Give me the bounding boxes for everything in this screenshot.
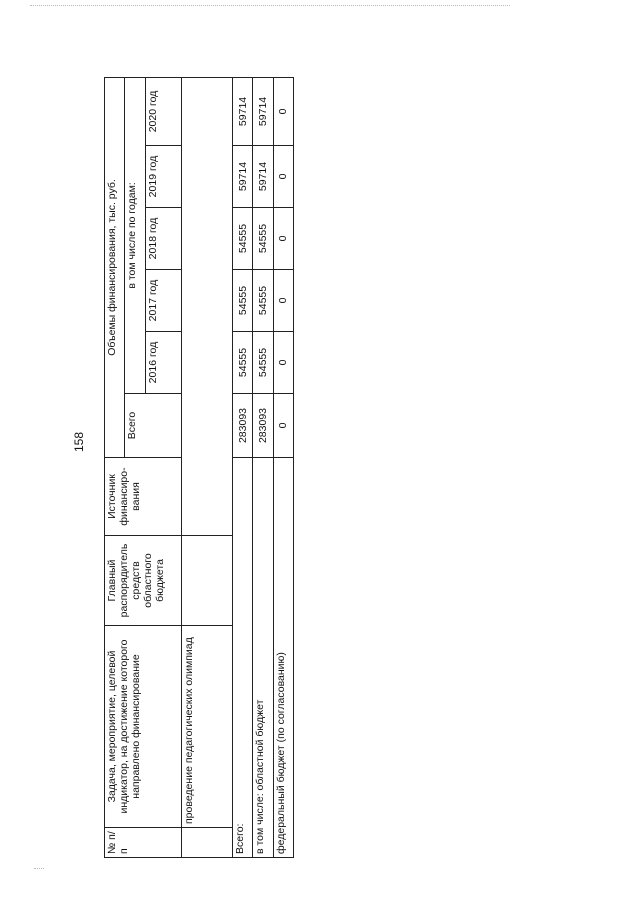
row-value: 0 [273,208,293,270]
row-total: 283093 [233,394,253,458]
header-year: 2016 год [145,332,182,394]
row-value: 0 [273,77,293,145]
table-row [233,77,253,857]
row-value: 0 [273,332,293,394]
row-value: 0 [273,146,293,208]
row-value: 0 [273,270,293,332]
row-value: 59714 [253,146,273,208]
activity-row [182,77,233,857]
row-label: федеральный бюджет (по согласованию) [273,458,293,858]
row-value: 54555 [233,270,253,332]
row-value: 59714 [233,146,253,208]
table-row [253,77,273,857]
header-by-years: в том числе по годам: [125,77,145,393]
activity-empty [182,77,233,535]
scan-artifact [34,868,44,875]
header-task: Задача, мероприятие, целевой индикатор, на достижение которого направлено финансирование [105,626,182,828]
financing-table [104,77,294,858]
row-value: 54555 [253,270,273,332]
row-value: 54555 [233,332,253,394]
row-label: в том числе: областной бюджет [253,458,273,858]
header-num: № п/п [105,828,182,858]
header-source: Источник финансиро-вания [105,458,182,536]
row-value: 54555 [253,332,273,394]
row-value: 54555 [233,208,253,270]
header-year: 2018 год [145,208,182,270]
row-total: 0 [273,394,293,458]
row-value: 59714 [253,77,273,145]
scan-artifact [30,5,510,10]
rotated-financing-table [104,78,294,858]
header-year: 2019 год [145,146,182,208]
header-volumes: Объемы финансирования, тыс. руб. [105,77,125,457]
activity-name: проведение педагогических олимпиад [182,626,233,828]
row-value: 54555 [253,208,273,270]
header-year: 2017 год [145,270,182,332]
header-manager: Главный распорядитель средств областного бюджета [105,536,182,626]
page-number: 158 [72,431,86,452]
header-year: 2020 год [145,77,182,145]
row-label: Всего: [233,458,253,858]
row-value: 59714 [233,77,253,145]
header-total: Всего [125,394,182,458]
activity-num [182,828,233,858]
row-total: 283093 [253,394,273,458]
activity-manager [182,536,233,626]
table-row [273,77,293,857]
